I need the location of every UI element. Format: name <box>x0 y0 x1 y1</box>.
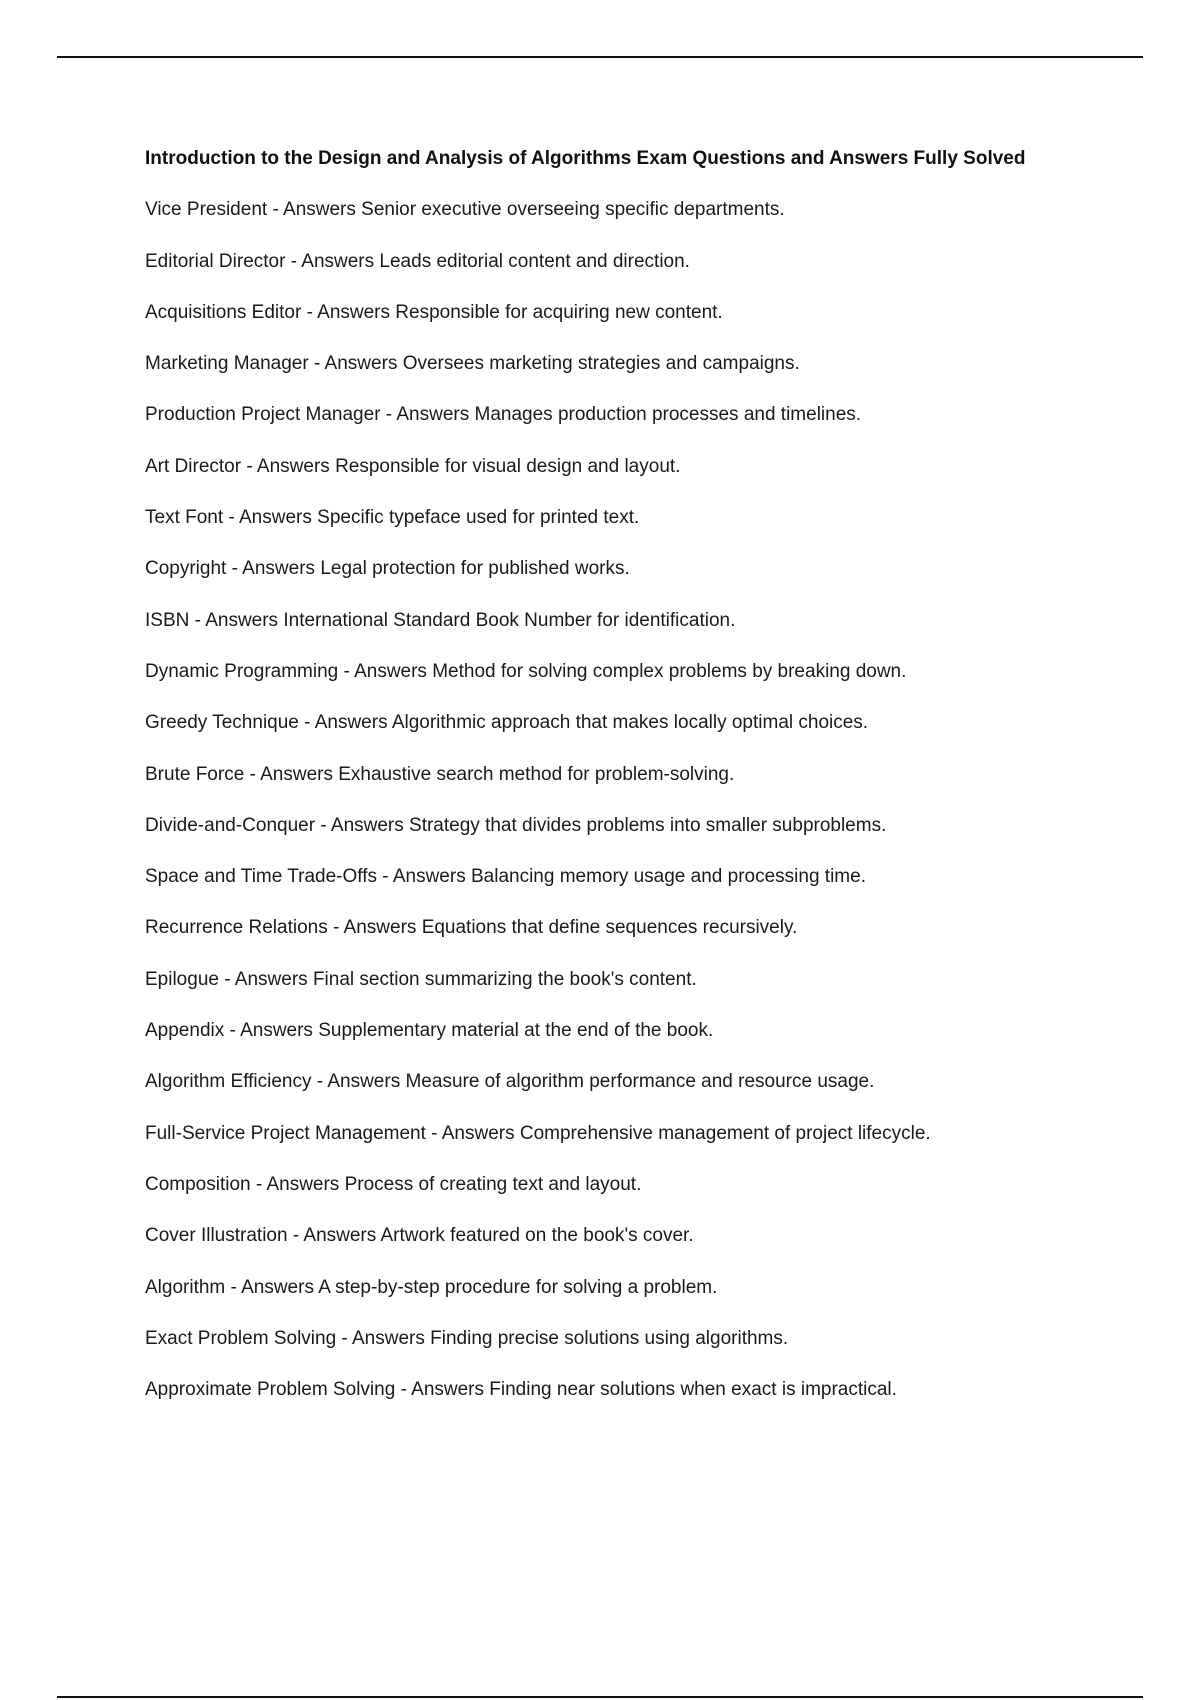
qa-item <box>145 1121 1145 1147</box>
qa-term: Dynamic Programming <box>145 660 339 682</box>
qa-answer-prefix: Answers <box>205 609 284 631</box>
qa-item <box>145 915 1145 941</box>
qa-answer-prefix: Answers <box>256 455 336 477</box>
qa-answer: Senior executive overseeing specific departments. <box>361 199 785 221</box>
qa-answer: Equations that define sequences recursively. <box>421 917 798 939</box>
header-rule <box>57 56 1143 58</box>
qa-item <box>145 556 1145 582</box>
qa-answer: Leads editorial content and direction. <box>379 250 690 272</box>
qa-term: Algorithm <box>145 1276 226 1298</box>
qa-separator: - <box>250 1173 267 1195</box>
qa-answer: Finding precise solutions using algorithms. <box>430 1327 789 1349</box>
qa-separator: - <box>225 1276 242 1298</box>
qa-answer: Specific typeface used for printed text. <box>317 507 640 529</box>
qa-term: Appendix <box>145 1020 225 1042</box>
qa-term: Epilogue <box>145 968 219 990</box>
qa-separator: - <box>189 609 206 631</box>
qa-answer-prefix: Answers <box>411 1379 490 1401</box>
qa-separator: - <box>267 199 284 221</box>
qa-answer-prefix: Answers <box>234 968 313 990</box>
qa-answer-prefix: Answers <box>354 660 433 682</box>
qa-separator: - <box>226 558 243 580</box>
qa-answer: Balancing memory usage and processing time. <box>470 866 866 888</box>
qa-term: Cover Illustration <box>145 1225 288 1247</box>
qa-answer-prefix: Answers <box>266 1173 345 1195</box>
qa-answer: Finding near solutions when exact is impractical. <box>489 1379 897 1401</box>
qa-item <box>145 762 1145 788</box>
qa-term: Greedy Technique <box>145 712 299 734</box>
qa-answer-prefix: Answers <box>283 199 362 221</box>
qa-answer: Responsible for acquiring new content. <box>395 301 723 323</box>
qa-item <box>145 659 1145 685</box>
qa-item <box>145 1275 1145 1301</box>
qa-answer: Comprehensive management of project lifecycle. <box>519 1122 931 1144</box>
qa-answer-prefix: Answers <box>241 1276 319 1298</box>
qa-separator: - <box>287 1225 304 1247</box>
qa-answer-prefix: Answers <box>441 1122 520 1144</box>
qa-answer: Process of creating text and layout. <box>344 1173 642 1195</box>
qa-item <box>145 1326 1145 1352</box>
qa-item <box>145 1172 1145 1198</box>
qa-term: Marketing Manager <box>145 353 309 375</box>
qa-answer: Supplementary material at the end of the book. <box>318 1020 714 1042</box>
qa-item <box>145 1018 1145 1044</box>
qa-answer-prefix: Answers <box>392 866 471 888</box>
qa-answer-prefix: Answers <box>327 1071 406 1093</box>
qa-term: ISBN <box>145 609 190 631</box>
qa-answer-prefix: Answers <box>260 763 339 785</box>
qa-separator: - <box>285 250 302 272</box>
qa-separator: - <box>308 353 325 375</box>
qa-item <box>145 967 1145 993</box>
qa-item <box>145 1377 1145 1403</box>
qa-separator: - <box>425 1122 442 1144</box>
qa-term: Art Director <box>145 455 242 477</box>
qa-term: Recurrence Relations <box>145 917 328 939</box>
qa-item <box>145 300 1145 326</box>
qa-answer-prefix: Answers <box>352 1327 431 1349</box>
qa-term: Approximate Problem Solving <box>145 1379 396 1401</box>
document-title: Introduction to the Design and Analysis of Algorithms Exam Questions and Answers Fully Solved <box>145 148 1026 169</box>
qa-answer: Oversees marketing strategies and campaigns. <box>402 353 800 375</box>
qa-separator: - <box>298 712 315 734</box>
qa-separator: - <box>377 866 393 888</box>
qa-answer-prefix: Answers <box>240 1020 319 1042</box>
qa-term: Composition <box>145 1173 251 1195</box>
qa-list <box>145 197 1145 1403</box>
qa-answer-prefix: Answers <box>317 301 396 323</box>
qa-answer: Artwork featured on the book's cover. <box>380 1225 694 1247</box>
qa-answer: A step-by-step procedure for solving a problem. <box>318 1276 718 1298</box>
qa-separator: - <box>224 1020 241 1042</box>
qa-item <box>145 249 1145 275</box>
qa-answer-prefix: Answers <box>330 814 410 836</box>
qa-item <box>145 608 1145 634</box>
qa-answer: Legal protection for published works. <box>320 558 630 580</box>
qa-term: Editorial Director <box>145 250 286 272</box>
footer-rule <box>57 1696 1143 1698</box>
qa-item <box>145 1069 1145 1095</box>
qa-term: Vice President <box>145 199 268 221</box>
qa-item <box>145 505 1145 531</box>
qa-term: Brute Force <box>145 763 245 785</box>
qa-term: Full-Service Project Management <box>145 1122 426 1144</box>
qa-answer-prefix: Answers <box>239 507 318 529</box>
qa-separator: - <box>395 1379 412 1401</box>
qa-item <box>145 402 1145 428</box>
qa-term: Production Project Manager <box>145 404 381 426</box>
qa-item <box>145 1223 1145 1249</box>
document-body <box>145 146 1145 1403</box>
qa-answer: Strategy that divides problems into smaller subproblems. <box>409 814 887 836</box>
qa-term: Text Font <box>145 507 224 529</box>
qa-term: Algorithm Efficiency <box>145 1071 312 1093</box>
qa-answer: Method for solving complex problems by breaking down. <box>432 660 907 682</box>
qa-answer: Measure of algorithm performance and resource usage. <box>405 1071 875 1093</box>
qa-item <box>145 454 1145 480</box>
qa-separator: - <box>380 404 397 426</box>
qa-separator: - <box>311 1071 328 1093</box>
qa-separator: - <box>301 301 318 323</box>
qa-answer-prefix: Answers <box>343 917 422 939</box>
qa-item <box>145 197 1145 223</box>
qa-answer: Responsible for visual design and layout. <box>335 455 681 477</box>
qa-item <box>145 351 1145 377</box>
qa-term: Space and Time Trade-Offs <box>145 866 377 888</box>
qa-separator: - <box>241 455 257 477</box>
qa-term: Copyright <box>145 558 227 580</box>
qa-term: Divide-and-Conquer <box>145 814 316 836</box>
qa-answer-prefix: Answers <box>396 404 475 426</box>
qa-answer-prefix: Answers <box>301 250 380 272</box>
qa-separator: - <box>327 917 344 939</box>
qa-answer: Algorithmic approach that makes locally optimal choices. <box>391 712 869 734</box>
qa-answer-prefix: Answers <box>324 353 403 375</box>
qa-answer-prefix: Answers <box>314 712 392 734</box>
qa-answer-prefix: Answers <box>303 1225 381 1247</box>
qa-separator: - <box>338 660 355 682</box>
qa-answer: Manages production processes and timelines. <box>474 404 862 426</box>
qa-term: Exact Problem Solving <box>145 1327 337 1349</box>
qa-separator: - <box>218 968 235 990</box>
qa-item <box>145 864 1145 890</box>
qa-item <box>145 813 1145 839</box>
qa-answer: Final section summarizing the book's content. <box>312 968 697 990</box>
qa-term: Acquisitions Editor <box>145 301 302 323</box>
qa-separator: - <box>223 507 239 529</box>
qa-separator: - <box>315 814 331 836</box>
qa-answer: International Standard Book Number for identification. <box>283 609 736 631</box>
qa-answer: Exhaustive search method for problem-solving. <box>338 763 735 785</box>
qa-answer-prefix: Answers <box>242 558 321 580</box>
qa-separator: - <box>244 763 261 785</box>
qa-item <box>145 710 1145 736</box>
qa-separator: - <box>336 1327 352 1349</box>
